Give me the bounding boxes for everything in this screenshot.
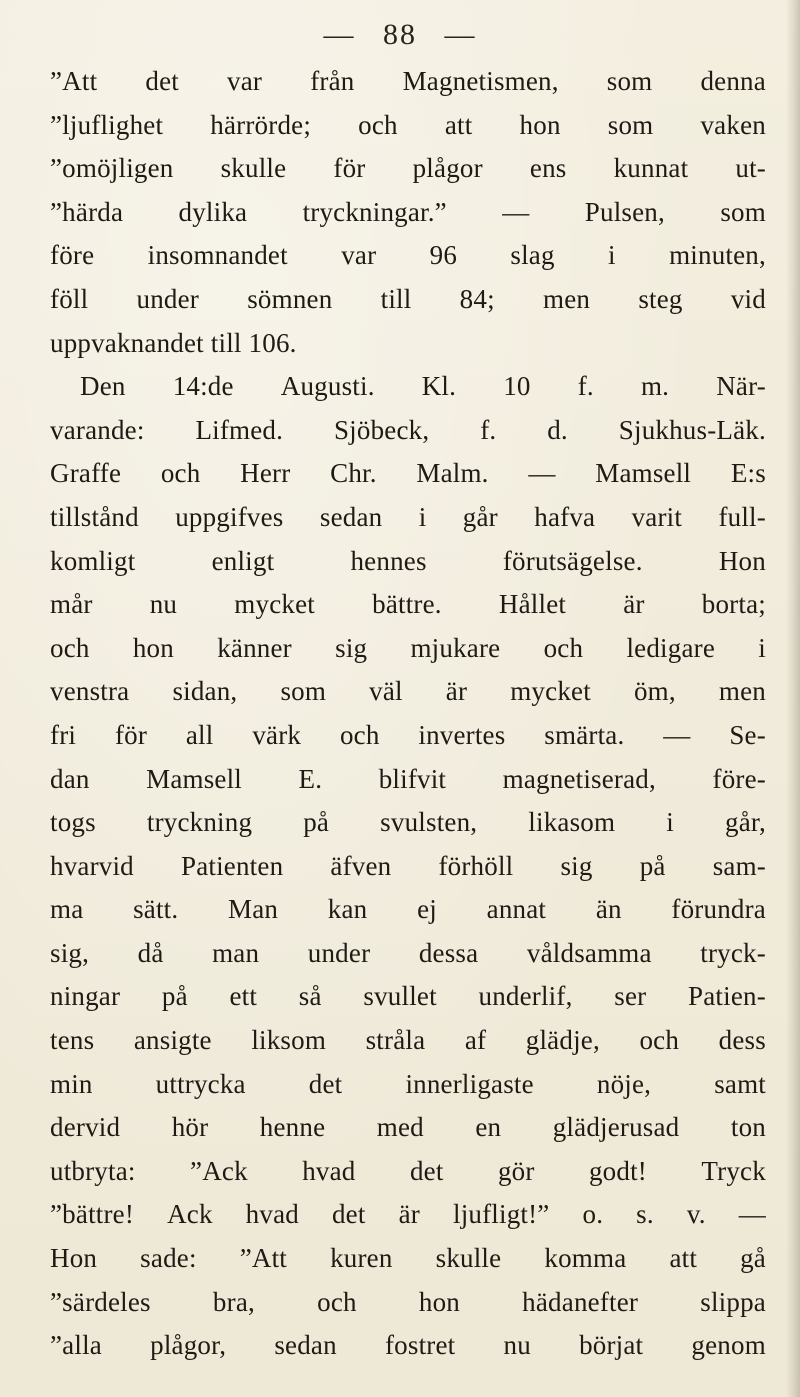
word: går, bbox=[725, 807, 766, 838]
word: slippa bbox=[700, 1286, 766, 1317]
word: gör bbox=[497, 1155, 535, 1186]
word: var bbox=[227, 66, 263, 96]
word: fri bbox=[50, 719, 77, 750]
word: enligt bbox=[211, 545, 275, 576]
word: v. bbox=[686, 1199, 706, 1230]
word: svullet bbox=[363, 981, 437, 1012]
word: det bbox=[145, 66, 179, 96]
word: dessa bbox=[418, 937, 479, 968]
word: borta; bbox=[701, 589, 766, 620]
text-line bbox=[50, 676, 766, 720]
word: varande: bbox=[50, 414, 145, 445]
word: äfven bbox=[330, 850, 392, 881]
word: 10 bbox=[503, 371, 531, 402]
word: på bbox=[303, 807, 330, 838]
word: uttrycka bbox=[155, 1068, 246, 1099]
word: på bbox=[639, 850, 666, 881]
word: men bbox=[543, 283, 591, 314]
text-line bbox=[50, 240, 766, 284]
word: komligt bbox=[50, 545, 136, 576]
word: vaken bbox=[700, 109, 766, 140]
word: 84; bbox=[459, 283, 495, 314]
word: hvad bbox=[302, 1155, 356, 1186]
word: bättre. bbox=[372, 589, 442, 620]
body-text bbox=[50, 66, 766, 1374]
word: smärta. bbox=[544, 719, 625, 750]
word: steg bbox=[638, 283, 683, 314]
word: från bbox=[310, 66, 355, 96]
word: ”Att bbox=[239, 1243, 288, 1274]
word: sig bbox=[560, 850, 593, 881]
word: invertes bbox=[418, 719, 506, 750]
word: går bbox=[462, 501, 498, 532]
text-line bbox=[50, 589, 766, 633]
word: Chr. bbox=[330, 458, 377, 489]
word: är bbox=[445, 676, 468, 707]
text-line bbox=[50, 66, 766, 110]
word: sig, bbox=[50, 937, 90, 968]
word: och bbox=[358, 109, 398, 140]
word: och bbox=[317, 1286, 357, 1317]
word: kunnat bbox=[613, 153, 689, 184]
text-line bbox=[50, 1287, 766, 1331]
word: ma bbox=[50, 894, 84, 925]
word: hafva bbox=[534, 501, 596, 532]
word: nöje, bbox=[596, 1068, 652, 1099]
page-number: 88 bbox=[383, 18, 417, 51]
text-line bbox=[50, 894, 766, 938]
text-line bbox=[50, 1069, 766, 1113]
word: skulle bbox=[220, 153, 287, 184]
word: sedan bbox=[274, 1330, 337, 1361]
word: hon bbox=[418, 1286, 460, 1317]
word: godt! bbox=[588, 1155, 647, 1186]
word: härrörde; bbox=[210, 109, 312, 140]
word: Pulsen, bbox=[584, 196, 665, 227]
word: är bbox=[398, 1199, 420, 1230]
word: ”härda bbox=[50, 196, 124, 227]
word: bra, bbox=[212, 1286, 255, 1317]
word: Patien- bbox=[688, 981, 766, 1012]
text-line bbox=[50, 1156, 766, 1200]
word: att bbox=[669, 1243, 698, 1274]
word: börjat bbox=[579, 1330, 644, 1361]
word: vid bbox=[730, 283, 766, 314]
word: venstra bbox=[50, 676, 130, 707]
text-line bbox=[50, 1025, 766, 1069]
word: af bbox=[464, 1025, 487, 1056]
word: henne bbox=[259, 1112, 326, 1143]
word: E:s bbox=[730, 458, 766, 489]
word: mycket bbox=[510, 676, 591, 707]
word: ser bbox=[614, 981, 647, 1012]
word: plågor, bbox=[150, 1330, 227, 1361]
word: dylika bbox=[178, 196, 248, 227]
word: dervid bbox=[50, 1112, 121, 1143]
word: glädjerusad bbox=[552, 1112, 680, 1143]
word: förhöll bbox=[438, 850, 514, 881]
word: Malm. bbox=[416, 458, 489, 489]
word: före- bbox=[712, 763, 766, 794]
word: genom bbox=[691, 1330, 766, 1361]
text-line: uppvaknandet till 106. bbox=[50, 327, 297, 358]
text-line bbox=[50, 764, 766, 808]
word: en bbox=[475, 1112, 502, 1143]
word: sidan, bbox=[172, 676, 238, 707]
word: ”Att bbox=[50, 66, 98, 96]
word: ljufligt!” bbox=[453, 1199, 550, 1230]
word: att bbox=[444, 109, 473, 140]
word: före bbox=[50, 240, 95, 271]
word: föll bbox=[50, 283, 89, 314]
word: man bbox=[212, 937, 260, 968]
word: 96 bbox=[429, 240, 458, 271]
word: ningar bbox=[50, 981, 121, 1012]
word: nu bbox=[149, 589, 178, 620]
word: 14:de bbox=[172, 371, 234, 402]
text-line bbox=[50, 110, 766, 154]
word: öm, bbox=[633, 676, 676, 707]
word: hädanefter bbox=[522, 1286, 639, 1317]
word: slag bbox=[510, 240, 555, 271]
word: tryckningar.” bbox=[302, 196, 447, 227]
word: Graffe bbox=[50, 458, 122, 489]
word: i bbox=[418, 501, 427, 532]
word: ”alla bbox=[50, 1330, 102, 1361]
word: Sjukhus-Läk. bbox=[618, 414, 766, 445]
word: m. bbox=[640, 371, 670, 402]
word: dess bbox=[718, 1025, 766, 1056]
word: då bbox=[137, 937, 164, 968]
word: minuten, bbox=[669, 240, 766, 271]
word: hvad bbox=[245, 1199, 299, 1230]
text-line bbox=[50, 851, 766, 895]
page-edge-shadow bbox=[786, 0, 800, 1397]
word: förutsägelse. bbox=[502, 545, 643, 576]
word: likasom bbox=[528, 807, 616, 838]
text-line bbox=[50, 807, 766, 851]
word: ansigte bbox=[133, 1025, 212, 1056]
word: för bbox=[333, 153, 366, 184]
word: i bbox=[758, 632, 766, 663]
word: under bbox=[307, 937, 371, 968]
word: förundra bbox=[671, 894, 766, 925]
word: men bbox=[718, 676, 766, 707]
word: sätt. bbox=[133, 894, 179, 925]
word: sömnen bbox=[247, 283, 333, 314]
word: varit bbox=[631, 501, 683, 532]
word: min bbox=[50, 1068, 93, 1099]
text-line bbox=[50, 633, 766, 677]
word: ett bbox=[229, 981, 258, 1012]
word: ”ljuflighet bbox=[50, 109, 164, 140]
word: Herr bbox=[240, 458, 291, 489]
word: f. bbox=[577, 371, 594, 402]
word: ”särdeles bbox=[50, 1286, 151, 1317]
word: liksom bbox=[251, 1025, 327, 1056]
word: och bbox=[160, 458, 201, 489]
word: till bbox=[380, 283, 412, 314]
word: Hon bbox=[50, 1243, 98, 1274]
header-dash-left: — bbox=[323, 18, 356, 51]
word: det bbox=[308, 1068, 343, 1099]
word: o. bbox=[582, 1199, 604, 1230]
word: skulle bbox=[435, 1243, 502, 1274]
word: togs bbox=[50, 807, 96, 838]
word: hör bbox=[171, 1112, 209, 1143]
word: sam- bbox=[712, 850, 766, 881]
word: dan bbox=[50, 763, 90, 794]
word: tryckning bbox=[146, 807, 253, 838]
word: insomnandet bbox=[147, 240, 288, 271]
word: annat bbox=[486, 894, 547, 925]
word: våldsamma bbox=[526, 937, 652, 968]
word: — bbox=[528, 458, 556, 489]
word: ”omöjligen bbox=[50, 153, 174, 184]
word: Patienten bbox=[181, 850, 284, 881]
word: Man bbox=[228, 894, 279, 925]
word: Kl. bbox=[421, 371, 457, 402]
word: hennes bbox=[350, 545, 427, 576]
word: Den bbox=[80, 371, 126, 402]
word: tillstånd bbox=[50, 501, 139, 532]
word: denna bbox=[700, 66, 766, 96]
word: fostret bbox=[384, 1330, 456, 1361]
word: hon bbox=[519, 109, 561, 140]
word: Se- bbox=[729, 719, 766, 750]
word: som bbox=[607, 109, 654, 140]
word: Hållet bbox=[498, 589, 567, 620]
word: känner bbox=[217, 632, 292, 663]
word: var bbox=[341, 240, 377, 271]
word: Mamsell bbox=[595, 458, 692, 489]
word: ut- bbox=[735, 153, 766, 184]
text-line bbox=[50, 1112, 766, 1156]
word: kuren bbox=[330, 1243, 393, 1274]
word: innerligaste bbox=[405, 1068, 534, 1099]
word: ens bbox=[529, 153, 567, 184]
word: blifvit bbox=[378, 763, 447, 794]
word: som bbox=[720, 196, 766, 227]
word: mycket bbox=[234, 589, 315, 620]
word: mår bbox=[50, 589, 93, 620]
word: så bbox=[298, 981, 322, 1012]
word: än bbox=[595, 894, 622, 925]
text-line bbox=[50, 197, 766, 241]
text-line bbox=[50, 1330, 766, 1374]
word: stråla bbox=[365, 1025, 426, 1056]
word: och bbox=[50, 632, 90, 663]
text-line bbox=[50, 284, 766, 328]
text-line bbox=[50, 938, 766, 982]
text-line bbox=[50, 1243, 766, 1287]
text-line bbox=[50, 720, 766, 764]
word: — bbox=[663, 719, 691, 750]
word: och bbox=[543, 632, 584, 663]
word: gå bbox=[740, 1243, 766, 1274]
word: sig bbox=[335, 632, 368, 663]
word: — bbox=[738, 1199, 766, 1230]
word: kan bbox=[327, 894, 368, 925]
word: väl bbox=[369, 676, 403, 707]
word: tens bbox=[50, 1025, 95, 1056]
text-line bbox=[50, 458, 766, 502]
word: d. bbox=[547, 414, 568, 445]
word: och bbox=[639, 1025, 680, 1056]
word: f. bbox=[480, 414, 497, 445]
word: Lifmed. bbox=[195, 414, 284, 445]
word: som bbox=[280, 676, 327, 707]
word: Ack bbox=[167, 1199, 213, 1230]
word: full- bbox=[718, 501, 766, 532]
word: sade: bbox=[140, 1243, 197, 1274]
word: under bbox=[136, 283, 199, 314]
word: ”bättre! bbox=[50, 1199, 135, 1230]
word: med bbox=[376, 1112, 424, 1143]
word: för bbox=[114, 719, 148, 750]
word: E. bbox=[298, 763, 323, 794]
word: som bbox=[606, 66, 653, 96]
word: det bbox=[409, 1155, 444, 1186]
word: i bbox=[666, 807, 674, 838]
word: hon bbox=[132, 632, 174, 663]
word: och bbox=[339, 719, 380, 750]
word: ton bbox=[730, 1112, 766, 1143]
word: utbryta: bbox=[50, 1155, 136, 1186]
word: hvarvid bbox=[50, 850, 134, 881]
word: värk bbox=[252, 719, 302, 750]
header-dash-right: — bbox=[444, 18, 477, 51]
word: ”Ack bbox=[190, 1155, 248, 1186]
word: ledigare bbox=[626, 632, 715, 663]
word: tryck- bbox=[700, 937, 766, 968]
word: det bbox=[331, 1199, 366, 1230]
word: Augusti. bbox=[280, 371, 375, 402]
word: i bbox=[608, 240, 616, 271]
word: — bbox=[502, 196, 530, 227]
text-line bbox=[50, 415, 766, 459]
word: När- bbox=[716, 371, 766, 402]
text-line bbox=[50, 546, 766, 590]
text-line bbox=[50, 1199, 766, 1243]
word: samt bbox=[714, 1068, 766, 1099]
word: nu bbox=[503, 1330, 531, 1361]
word: Magnetismen, bbox=[402, 66, 559, 96]
word: Hon bbox=[718, 545, 766, 576]
word: Tryck bbox=[701, 1155, 766, 1186]
word: på bbox=[161, 981, 188, 1012]
word: all bbox=[185, 719, 214, 750]
word: plågor bbox=[412, 153, 483, 184]
word: s. bbox=[636, 1199, 654, 1230]
word: mjukare bbox=[410, 632, 501, 663]
word: glädje, bbox=[525, 1025, 600, 1056]
word: magnetiserad, bbox=[502, 763, 656, 794]
word: Sjöbeck, bbox=[333, 414, 430, 445]
text-line bbox=[50, 981, 766, 1025]
text-line bbox=[50, 153, 766, 197]
text-line bbox=[50, 371, 766, 415]
text-line bbox=[50, 502, 766, 546]
word: underlif, bbox=[478, 981, 573, 1012]
word: Mamsell bbox=[146, 763, 243, 794]
word: ej bbox=[417, 894, 437, 925]
page-header bbox=[0, 18, 800, 52]
word: svulsten, bbox=[380, 807, 478, 838]
word: är bbox=[623, 589, 645, 620]
word: uppgifves bbox=[175, 501, 284, 532]
word: komma bbox=[544, 1243, 627, 1274]
word: sedan bbox=[319, 501, 383, 532]
